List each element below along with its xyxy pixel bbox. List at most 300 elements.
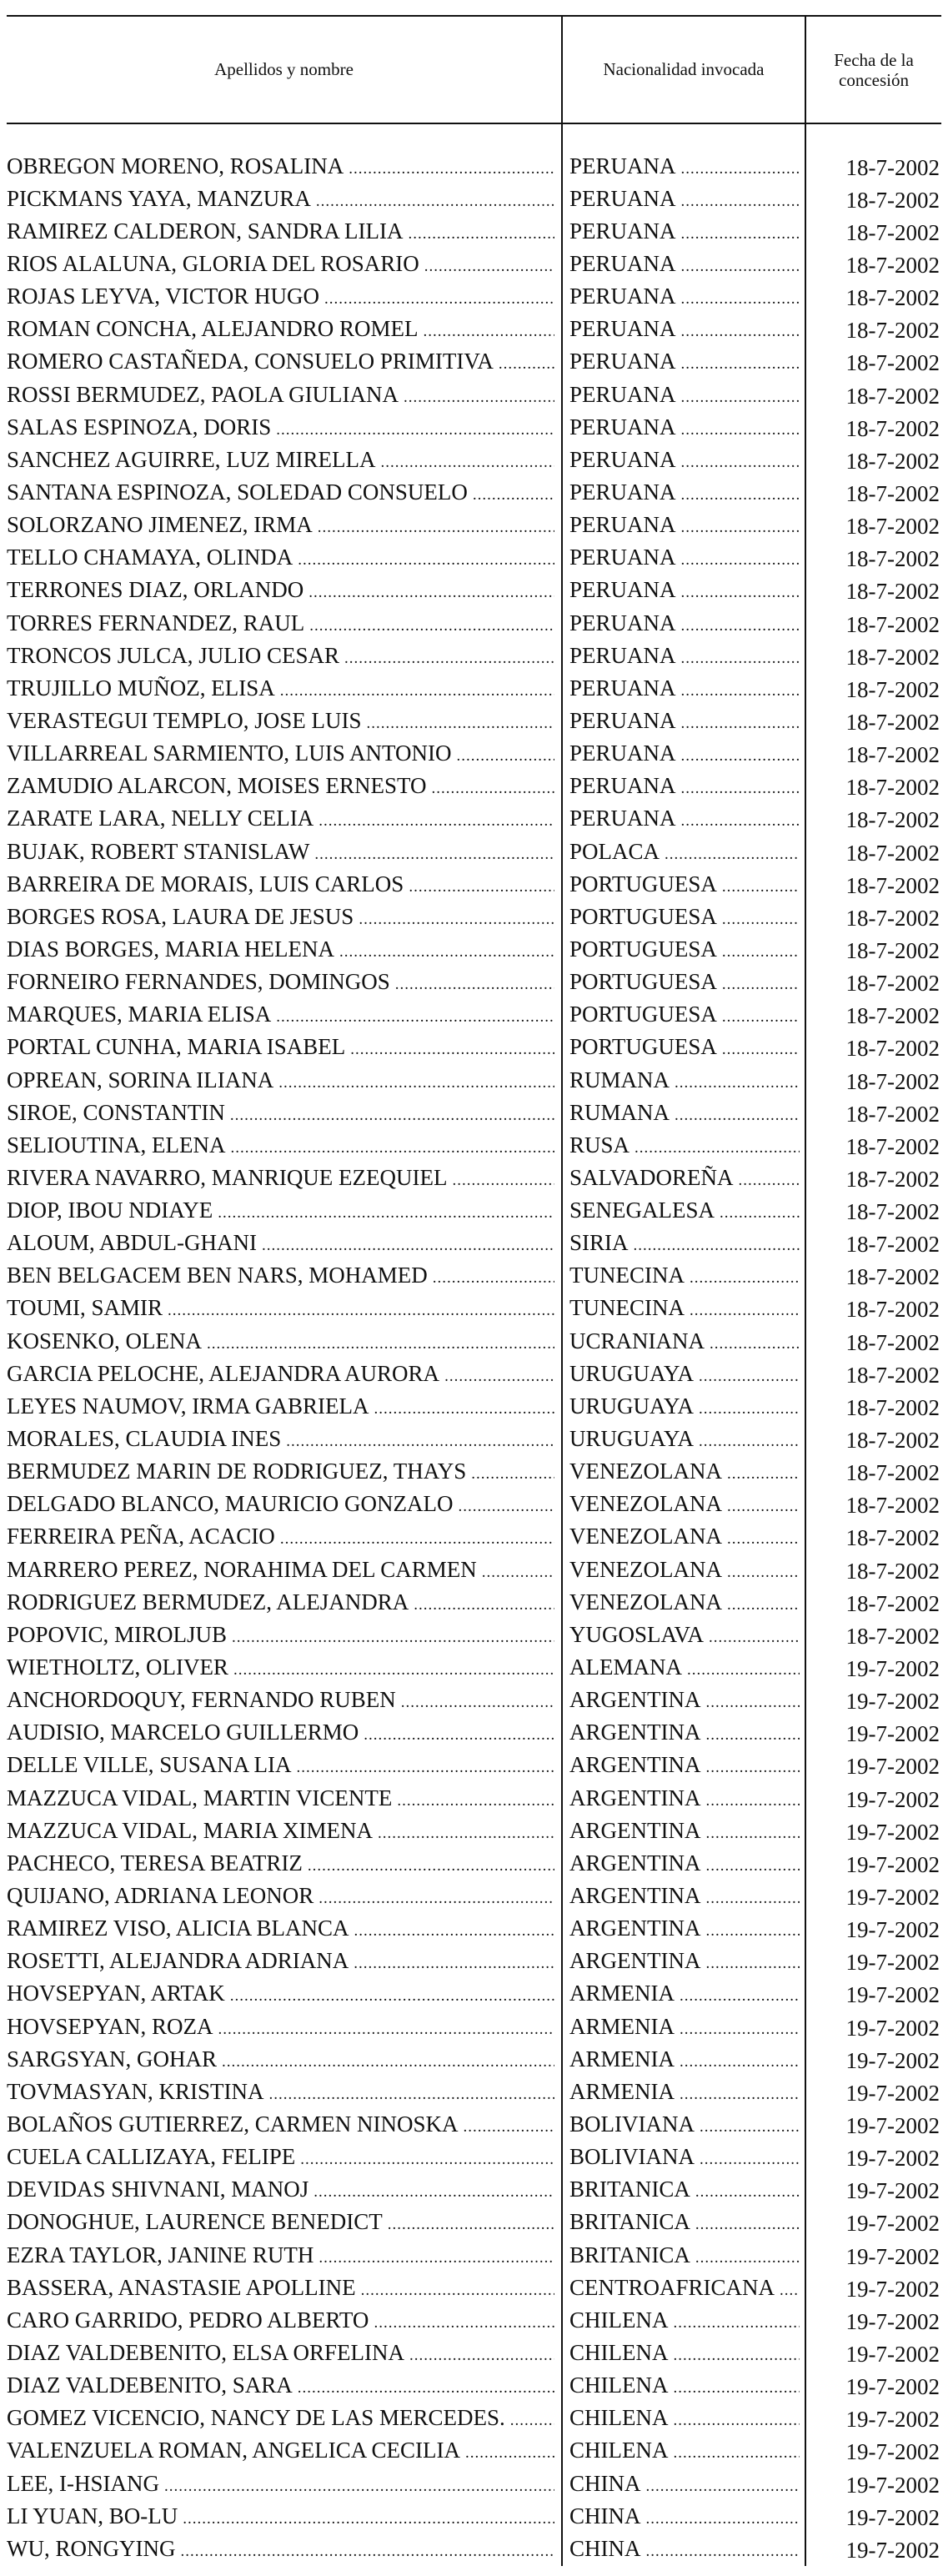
table-row xyxy=(7,2403,941,2436)
cell-nacionalidad xyxy=(562,1032,805,1065)
person-name: BEN BELGACEM BEN NARS, MOHAMED xyxy=(7,1263,428,1288)
dot-leader xyxy=(727,1462,800,1487)
nationality: RUMANA xyxy=(569,1067,670,1092)
person-name: ROSETTI, ALEJANDRA ADRIANA xyxy=(7,1948,349,1974)
dot-leader xyxy=(722,875,800,900)
name-leader xyxy=(7,1981,554,2009)
person-name: MARRERO PEREZ, NORAHIMA DEL CARMEN xyxy=(7,1556,477,1582)
cell-fecha: 18-7-2002 xyxy=(845,514,940,540)
cell-nacionalidad xyxy=(562,608,805,640)
cell-nacionalidad xyxy=(562,2371,805,2403)
name-leader xyxy=(7,1165,554,1193)
nationality-leader xyxy=(569,1100,800,1128)
nationality: ARGENTINA xyxy=(569,1785,701,1810)
spacer-cell xyxy=(805,123,941,151)
dot-leader xyxy=(727,1527,800,1552)
nationality: BRITANICA xyxy=(569,2242,690,2267)
name-leader xyxy=(7,447,554,475)
dot-leader xyxy=(510,2408,554,2433)
person-name: KOSENKO, OLENA xyxy=(7,1328,202,1353)
name-leader xyxy=(7,2209,554,2237)
name-leader xyxy=(7,936,554,965)
cell-nombre xyxy=(7,477,562,510)
name-leader xyxy=(7,1720,554,1748)
cell-nombre xyxy=(7,1979,562,2011)
cell-nombre xyxy=(7,282,562,314)
cell-fecha: 19-7-2002 xyxy=(845,1689,940,1715)
cell-nombre xyxy=(7,2076,562,2109)
nationality: PERUANA xyxy=(569,446,676,472)
nationality: ARMENIA xyxy=(569,2046,675,2071)
cell-nombre xyxy=(7,1097,562,1130)
name-leader xyxy=(7,2438,554,2466)
person-name: TELLO CHAMAYA, OLINDA xyxy=(7,545,293,570)
dot-leader xyxy=(705,1951,800,1976)
name-leader xyxy=(7,708,554,736)
nationality: BOLIVIANA xyxy=(569,2144,695,2170)
cell-nombre xyxy=(7,1815,562,1848)
dot-leader xyxy=(681,385,800,410)
table-row xyxy=(7,2501,941,2533)
dot-leader xyxy=(313,2180,554,2205)
dot-leader xyxy=(646,2507,800,2532)
nationality-leader xyxy=(569,741,800,769)
cell-nacionalidad xyxy=(562,901,805,934)
person-name: FORNEIRO FERNANDES, DOMINGOS xyxy=(7,969,390,995)
cell-nacionalidad xyxy=(562,1815,805,1848)
cell-nombre xyxy=(7,1489,562,1522)
person-name: LEE, I-HSIANG xyxy=(7,2470,159,2496)
cell-nombre xyxy=(7,2207,562,2240)
dot-leader xyxy=(705,1755,800,1780)
dot-leader xyxy=(324,287,554,312)
cell-nombre xyxy=(7,1261,562,1293)
dot-leader xyxy=(339,940,554,965)
cell-fecha: 18-7-2002 xyxy=(845,285,940,311)
cell-nacionalidad xyxy=(562,1914,805,1946)
cell-nombre xyxy=(7,1652,562,1685)
cell-nombre xyxy=(7,869,562,901)
name-leader xyxy=(7,284,554,312)
dot-leader xyxy=(673,2376,800,2401)
person-name: HOVSEPYAN, ARTAK xyxy=(7,1981,225,2006)
cell-nacionalidad xyxy=(562,1358,805,1391)
document-page xyxy=(7,15,941,2566)
dot-leader xyxy=(665,842,800,867)
dot-leader xyxy=(298,548,554,573)
cell-nombre xyxy=(7,836,562,869)
person-name: BORGES ROSA, LAURA DE JESUS xyxy=(7,903,354,929)
dot-leader xyxy=(700,2147,800,2172)
nationality-leader xyxy=(569,1589,800,1618)
dot-leader xyxy=(269,2082,554,2107)
cell-nacionalidad xyxy=(562,673,805,706)
nationality: PERUANA xyxy=(569,185,676,211)
cell-nombre xyxy=(7,2305,562,2337)
nationality: TUNECINA xyxy=(569,1295,685,1321)
nationality-leader xyxy=(569,480,800,508)
nationality: ARGENTINA xyxy=(569,1752,701,1778)
cell-nombre xyxy=(7,2371,562,2403)
table-row xyxy=(7,1979,941,2011)
cell-nombre xyxy=(7,1130,562,1162)
dot-leader xyxy=(473,483,554,508)
nationality-leader xyxy=(569,316,800,344)
cell-fecha: 18-7-2002 xyxy=(845,1264,940,1290)
name-leader xyxy=(7,1263,554,1291)
cell-fecha: 19-7-2002 xyxy=(845,2439,940,2465)
cell-fecha: 18-7-2002 xyxy=(845,644,940,670)
nationality: SIRIA xyxy=(569,1230,629,1256)
dot-leader xyxy=(680,2017,800,2042)
dot-leader xyxy=(705,1886,800,1911)
table-row xyxy=(7,1032,941,1065)
cell-nacionalidad xyxy=(562,869,805,901)
cell-fecha: 18-7-2002 xyxy=(845,1460,940,1486)
person-name: ANCHORDOQUY, FERNANDO RUBEN xyxy=(7,1687,396,1713)
dot-leader xyxy=(380,450,554,475)
nationality-leader xyxy=(569,2242,800,2271)
nationality: URUGUAYA xyxy=(569,1360,695,1386)
cell-nombre xyxy=(7,2175,562,2207)
cell-fecha: 18-7-2002 xyxy=(845,1036,940,1062)
nationality-leader xyxy=(569,871,800,900)
name-leader xyxy=(7,2079,554,2107)
cell-fecha: 18-7-2002 xyxy=(845,546,940,572)
cell-fecha: 18-7-2002 xyxy=(845,971,940,997)
nationality: VENEZOLANA xyxy=(569,1491,722,1517)
name-leader xyxy=(7,1883,554,1911)
dot-leader xyxy=(465,2441,554,2466)
person-name: PICKMANS YAYA, MANZURA xyxy=(7,185,311,211)
nationality-leader xyxy=(569,1720,800,1748)
table-row xyxy=(7,282,941,314)
header-nacionalidad: Nacionalidad invocada xyxy=(562,16,805,123)
cell-nombre xyxy=(7,1326,562,1358)
dot-leader xyxy=(705,1723,800,1748)
cell-fecha: 18-7-2002 xyxy=(845,676,940,702)
nationality: PERUANA xyxy=(569,479,676,505)
name-leader xyxy=(7,480,554,508)
nationality: ARGENTINA xyxy=(569,1916,701,1941)
cell-nombre xyxy=(7,739,562,771)
table-row xyxy=(7,347,941,379)
cell-fecha: 18-7-2002 xyxy=(845,1623,940,1649)
nationality: URUGUAYA xyxy=(569,1393,695,1419)
person-name: SELIOUTINA, ELENA xyxy=(7,1132,226,1157)
cell-nombre xyxy=(7,1293,562,1326)
dot-leader xyxy=(695,2180,800,2205)
table-row xyxy=(7,575,941,608)
cell-nacionalidad xyxy=(562,2272,805,2305)
dot-leader xyxy=(464,2115,554,2140)
nationality-leader xyxy=(569,969,800,997)
dot-leader xyxy=(183,2507,554,2532)
dot-leader xyxy=(401,1690,554,1715)
person-name: VERASTEGUI TEMPLO, JOSE LUIS xyxy=(7,707,362,733)
dot-leader xyxy=(681,515,800,540)
cell-fecha: 18-7-2002 xyxy=(845,154,940,180)
dot-leader xyxy=(634,1233,800,1258)
cell-fecha: 18-7-2002 xyxy=(845,318,940,344)
cell-nacionalidad xyxy=(562,1196,805,1228)
person-name: SIROE, CONSTANTIN xyxy=(7,1099,225,1125)
nationality-leader xyxy=(569,2307,800,2336)
cell-nombre xyxy=(7,1358,562,1391)
person-name: MARQUES, MARIA ELISA xyxy=(7,1002,272,1027)
person-name: DELGADO BLANCO, MAURICIO GONZALO xyxy=(7,1491,454,1517)
person-name: CARO GARRIDO, PEDRO ALBERTO xyxy=(7,2307,369,2332)
dot-leader xyxy=(458,1494,554,1519)
table-row xyxy=(7,2044,941,2076)
person-name: RAMIREZ VISO, ALICIA BLANCA xyxy=(7,1916,349,1941)
cell-nacionalidad xyxy=(562,1228,805,1261)
cell-nacionalidad xyxy=(562,2076,805,2109)
cell-fecha: 18-7-2002 xyxy=(845,1525,940,1551)
table-row xyxy=(7,1000,941,1032)
cell-nacionalidad xyxy=(562,2501,805,2533)
person-name: DIAZ VALDEBENITO, ELSA ORFELINA xyxy=(7,2339,404,2365)
name-leader xyxy=(7,2471,554,2499)
table-row xyxy=(7,934,941,967)
name-leader xyxy=(7,1622,554,1650)
person-name: TERRONES DIAZ, ORLANDO xyxy=(7,577,304,603)
dot-leader xyxy=(681,319,800,344)
nationality-leader xyxy=(569,218,800,247)
nationality-leader xyxy=(569,1295,800,1323)
cell-fecha: 19-7-2002 xyxy=(845,1786,940,1812)
table-row xyxy=(7,1587,941,1619)
nationality: TUNECINA xyxy=(569,1263,685,1288)
cell-fecha: 19-7-2002 xyxy=(845,2472,940,2498)
nationality: CHILENA xyxy=(569,2405,669,2431)
dot-leader xyxy=(433,1266,554,1291)
cell-nacionalidad xyxy=(562,1489,805,1522)
cell-nacionalidad xyxy=(562,804,805,836)
dot-leader xyxy=(699,1429,800,1454)
dot-leader xyxy=(681,744,800,769)
nationality: PERUANA xyxy=(569,642,676,668)
cell-fecha: 18-7-2002 xyxy=(845,1101,940,1127)
name-leader xyxy=(7,969,554,997)
person-name: MAZZUCA VIDAL, MARIA XIMENA xyxy=(7,1817,374,1843)
cell-fecha: 18-7-2002 xyxy=(845,252,940,278)
nationality: PERUANA xyxy=(569,577,676,603)
cell-nombre xyxy=(7,1391,562,1424)
nationality-leader xyxy=(569,904,800,932)
nationality-leader xyxy=(569,2438,800,2466)
cell-fecha: 19-7-2002 xyxy=(845,2341,940,2367)
nationality: PERUANA xyxy=(569,806,676,831)
person-name: BARREIRA DE MORAIS, LUIS CARLOS xyxy=(7,871,404,896)
nationality-leader xyxy=(569,806,800,834)
nationality: ARGENTINA xyxy=(569,1850,701,1876)
name-leader xyxy=(7,2536,554,2564)
person-name: TRONCOS JULCA, JULIO CESAR xyxy=(7,642,340,668)
name-leader xyxy=(7,153,554,182)
nationality: PERUANA xyxy=(569,381,676,407)
cell-fecha: 18-7-2002 xyxy=(845,1428,940,1454)
cell-nacionalidad xyxy=(562,1391,805,1424)
dot-leader xyxy=(687,1658,800,1683)
nationality: PERUANA xyxy=(569,675,676,700)
table-row xyxy=(7,477,941,510)
cell-nacionalidad xyxy=(562,2175,805,2207)
person-name: WU, RONGYING xyxy=(7,2535,176,2561)
nationality-leader xyxy=(569,2275,800,2303)
cell-nacionalidad xyxy=(562,1326,805,1358)
nationality: ARMENIA xyxy=(569,1981,675,2006)
dot-leader xyxy=(673,2408,800,2433)
person-name: RIVERA NAVARRO, MANRIQUE EZEQUIEL xyxy=(7,1164,448,1190)
cell-nombre xyxy=(7,183,562,216)
nationality: PERUANA xyxy=(569,741,676,766)
table-row xyxy=(7,2175,941,2207)
person-name: ZARATE LARA, NELLY CELIA xyxy=(7,806,314,831)
person-name: MAZZUCA VIDAL, MARTIN VICENTE xyxy=(7,1785,393,1810)
nationality-leader xyxy=(569,2471,800,2499)
table-row xyxy=(7,1685,941,1718)
nationality-leader xyxy=(569,2014,800,2042)
table-row xyxy=(7,1652,941,1685)
cell-nacionalidad xyxy=(562,1881,805,1913)
nationality: RUMANA xyxy=(569,1099,670,1125)
nationality-leader xyxy=(569,1557,800,1585)
nationality: PERUANA xyxy=(569,545,676,570)
cell-nombre xyxy=(7,901,562,934)
nationality: PORTUGUESA xyxy=(569,903,717,929)
nationality-leader xyxy=(569,1034,800,1062)
nationality-leader xyxy=(569,1132,800,1161)
name-leader xyxy=(7,1002,554,1030)
cell-nacionalidad xyxy=(562,2044,805,2076)
cell-fecha: 18-7-2002 xyxy=(845,187,940,213)
cell-nacionalidad xyxy=(562,183,805,216)
table-row xyxy=(7,771,941,804)
dot-leader xyxy=(722,1037,800,1062)
nationality-leader xyxy=(569,1393,800,1422)
name-leader xyxy=(7,382,554,410)
cell-nacionalidad xyxy=(562,967,805,1000)
nationality: ALEMANA xyxy=(569,1655,682,1680)
name-leader xyxy=(7,1589,554,1618)
cell-nacionalidad xyxy=(562,2142,805,2175)
nationality: PORTUGUESA xyxy=(569,1034,717,1060)
person-name: ROJAS LEYVA, VICTOR HUGO xyxy=(7,284,320,309)
dot-leader xyxy=(681,548,800,573)
cell-nacionalidad xyxy=(562,2337,805,2370)
cell-nacionalidad xyxy=(562,1554,805,1587)
cell-nacionalidad xyxy=(562,249,805,281)
nationality: CHINA xyxy=(569,2535,641,2561)
dot-leader xyxy=(471,1462,554,1487)
cell-nombre xyxy=(7,543,562,575)
person-name: VILLARREAL SARMIENTO, LUIS ANTONIO xyxy=(7,741,452,766)
person-name: TOUMI, SAMIR xyxy=(7,1295,163,1321)
cell-nombre xyxy=(7,771,562,804)
nationality: PERUANA xyxy=(569,218,676,244)
table-row xyxy=(7,1162,941,1195)
dot-leader xyxy=(319,809,554,834)
nationality-leader xyxy=(569,1426,800,1454)
name-leader xyxy=(7,2503,554,2532)
cell-nacionalidad xyxy=(562,1783,805,1815)
person-name: RODRIGUEZ BERMUDEZ, ALEJANDRA xyxy=(7,1589,409,1614)
cell-fecha: 18-7-2002 xyxy=(845,1199,940,1225)
header-nombre: Apellidos y nombre xyxy=(7,16,562,123)
nationality-leader xyxy=(569,2503,800,2532)
table-row xyxy=(7,2337,941,2370)
nationality-grant-table xyxy=(7,15,941,2566)
cell-nombre xyxy=(7,1457,562,1489)
dot-leader xyxy=(230,1984,554,2009)
cell-nacionalidad xyxy=(562,640,805,673)
dot-leader xyxy=(705,1789,800,1814)
nationality-leader xyxy=(569,1002,800,1030)
dot-leader xyxy=(296,1755,554,1780)
cell-nombre xyxy=(7,1065,562,1097)
nationality-leader xyxy=(569,186,800,214)
nationality-leader xyxy=(569,512,800,540)
table-row xyxy=(7,183,941,216)
cell-nombre xyxy=(7,2011,562,2044)
dot-leader xyxy=(374,2311,554,2336)
dot-leader xyxy=(681,809,800,834)
dot-leader xyxy=(690,1266,800,1291)
table-row xyxy=(7,804,941,836)
table-row xyxy=(7,706,941,738)
dot-leader xyxy=(364,1723,554,1748)
cell-nacionalidad xyxy=(562,1587,805,1619)
spacer-cell xyxy=(7,123,562,151)
cell-fecha: 18-7-2002 xyxy=(845,1133,940,1159)
dot-leader xyxy=(309,614,554,639)
cell-nacionalidad xyxy=(562,314,805,347)
cell-fecha: 19-7-2002 xyxy=(845,2113,940,2138)
table-row xyxy=(7,151,941,183)
cell-fecha: 18-7-2002 xyxy=(845,1232,940,1258)
dot-leader xyxy=(378,1821,554,1846)
cell-nombre xyxy=(7,804,562,836)
nationality: PERUANA xyxy=(569,316,676,342)
cell-nombre xyxy=(7,2436,562,2468)
person-name: ROMERO CASTAÑEDA, CONSUELO PRIMITIVA xyxy=(7,349,494,374)
nationality: PERUANA xyxy=(569,349,676,374)
dot-leader xyxy=(168,1298,554,1323)
name-leader xyxy=(7,349,554,377)
nationality-leader xyxy=(569,2340,800,2368)
dot-leader xyxy=(675,1071,800,1096)
cell-nacionalidad xyxy=(562,444,805,477)
nationality-leader xyxy=(569,1916,800,1944)
nationality-leader xyxy=(569,2112,800,2140)
table-row xyxy=(7,2076,941,2109)
person-name: POPOVIC, MIROLJUB xyxy=(7,1621,228,1647)
dot-leader xyxy=(727,1494,800,1519)
cell-nacionalidad xyxy=(562,934,805,967)
cell-fecha: 19-7-2002 xyxy=(845,2015,940,2041)
dot-leader xyxy=(397,1789,554,1814)
cell-nacionalidad xyxy=(562,379,805,412)
table-row xyxy=(7,2142,941,2175)
cell-nombre xyxy=(7,2501,562,2533)
dot-leader xyxy=(300,2147,554,2172)
table-row xyxy=(7,216,941,249)
cell-fecha: 18-7-2002 xyxy=(845,1558,940,1584)
name-leader xyxy=(7,1426,554,1454)
table-row xyxy=(7,2109,941,2142)
name-leader xyxy=(7,2340,554,2368)
